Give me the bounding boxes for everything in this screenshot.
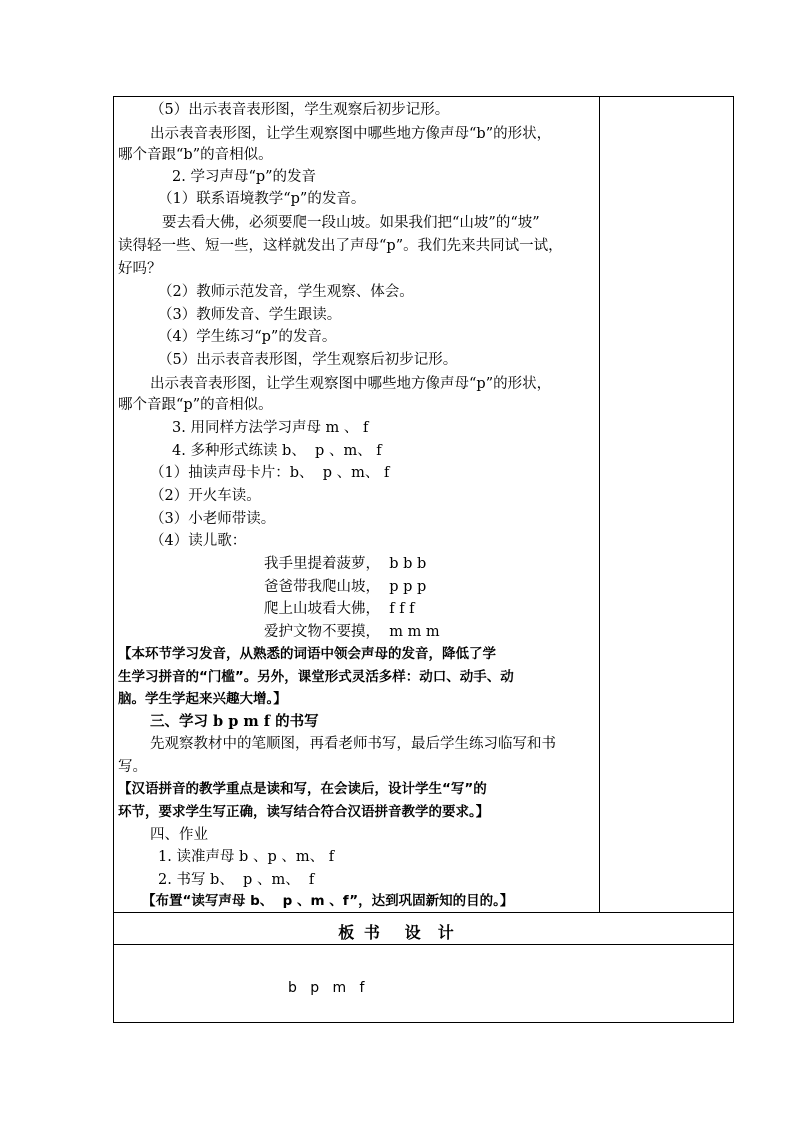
comment-line: 脑。学生学起来兴趣大增。】 [118,691,287,707]
poem-line: 爬上山坡看大佛， f f f [264,601,415,617]
text-line: （1）抽读声母卡片：b、 p 、m、 f [150,465,390,481]
text-line: （4）学生练习“p”的发音。 [158,329,337,345]
text-line: 出示表音表形图，让学生观察图中哪些地方像声母“p”的形状， [150,376,552,392]
text-line: 出示表音表形图，让学生观察图中哪些地方像声母“b”的形状， [150,126,552,142]
text-line: （4）读儿歌： [150,533,247,549]
text-line: 4. 多种形式练读 b、 p 、m、 f [172,443,382,459]
comment-line: 【本环节学习发音，从熟悉的词语中领会声母的发音，降低了学 [118,646,496,662]
poem-line: 爱护文物不要摸， m m m [264,624,440,640]
text-line: 哪个音跟“p”的音相似。 [118,397,273,413]
text-line: 3. 用同样方法学习声母 m 、 f [172,420,369,436]
section-heading: 四、作业 [150,827,208,843]
comment-line: 【布置“读写声母 b、 p 、m 、f”，达到巩固新知的目的。】 [142,893,514,909]
board-design-title: 板 书 设 计 [338,923,456,942]
text-line: 1. 读准声母 b 、p 、m、 f [158,849,335,865]
text-line: 写。 [118,759,147,775]
row-divider [113,944,734,945]
column-divider [599,96,600,912]
text-line: （2）教师示范发音，学生观察、体会。 [158,284,414,300]
text-line: （2）开火车读。 [150,488,261,504]
text-line: （3）教师发音、学生跟读。 [158,307,342,323]
comment-line: 生学习拼音的“门槛”。另外，课堂形式灵活多样：动口、动手、动 [118,669,514,685]
poem-line: 爸爸带我爬山坡， p p p [264,579,427,595]
text-line: 2. 学习声母“p”的发音 [172,169,317,185]
text-line: （3）小老师带读。 [150,511,276,527]
section-heading: 三、学习 b p m f 的书写 [150,713,319,730]
text-line: 读得轻一些、短一些，这样就发出了声母“p”。我们先来共同试一试， [118,238,563,254]
text-line: （1）联系语境教学“p”的发音。 [158,191,366,207]
text-line: （5）出示表音表形图，学生观察后初步记形。 [158,352,458,368]
row-divider [113,912,734,913]
text-line: 先观察教材中的笔顺图，再看老师书写，最后学生练习临写和书 [150,736,556,752]
text-line: 好吗？ [118,261,162,277]
text-line: 要去看大佛，必须要爬一段山坡。如果我们把“山坡”的“坡” [162,215,540,231]
poem-line: 我手里提着菠萝， b b b [264,556,427,572]
board-content: b p m f [288,980,365,996]
text-line: 哪个音跟“b”的音相似。 [118,147,273,163]
text-line: 2. 书写 b、 p 、m、 f [158,872,315,888]
text-line: （5）出示表音表形图，学生观察后初步记形。 [150,102,450,118]
comment-line: 环节，要求学生写正确，读写结合符合汉语拼音教学的要求。】 [118,804,490,820]
comment-line: 【汉语拼音的教学重点是读和写，在会读后，设计学生“写”的 [118,781,487,797]
